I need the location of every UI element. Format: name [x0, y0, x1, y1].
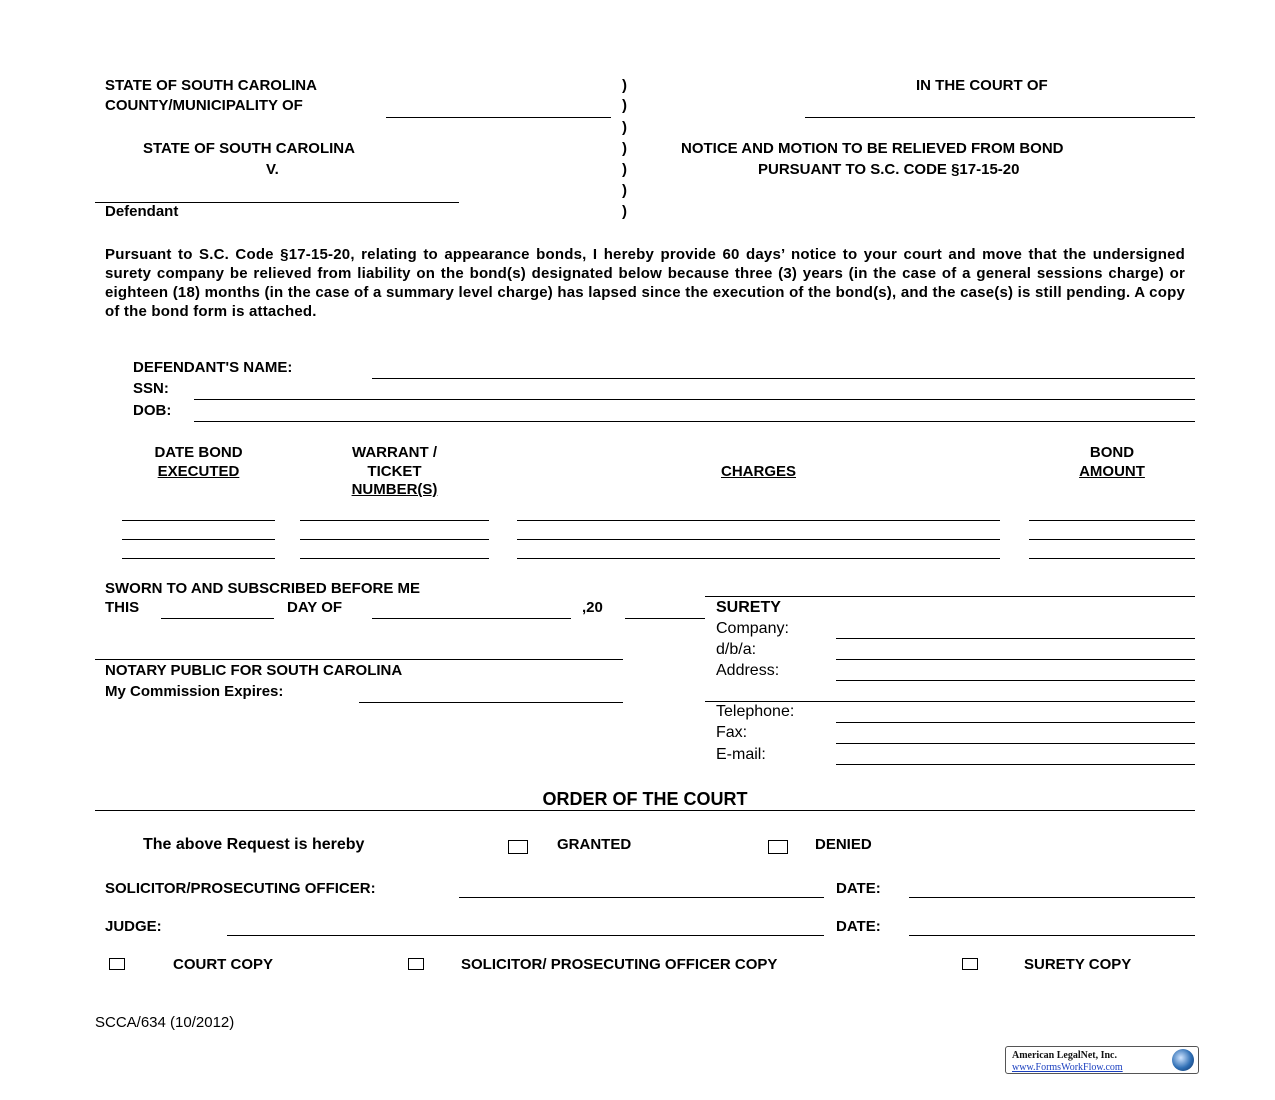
charges-field[interactable] [517, 502, 1000, 521]
notary-label: NOTARY PUBLIC FOR SOUTH CAROLINA [105, 662, 403, 679]
company-label: Company: [716, 620, 789, 637]
charges-field[interactable] [517, 521, 1000, 540]
dba-label: d/b/a: [716, 641, 757, 658]
denied-label: DENIED [815, 836, 872, 853]
ssn-label: SSN: [133, 380, 169, 397]
court-copy-checkbox[interactable] [109, 958, 125, 970]
dob-label: DOB: [133, 402, 172, 419]
denied-checkbox[interactable] [768, 840, 788, 854]
telephone-field[interactable] [836, 704, 1195, 723]
solicitor-signature-field[interactable] [459, 879, 824, 898]
telephone-label: Telephone: [716, 703, 795, 720]
solicitor-copy-label: SOLICITOR/ PROSECUTING OFFICER COPY [461, 956, 778, 973]
dob-field[interactable] [194, 403, 1195, 422]
surety-copy-label: SURETY COPY [1024, 956, 1132, 973]
col-amount-header-1: BOND [1089, 444, 1135, 461]
notice-paragraph: Pursuant to S.C. Code §17-15-20, relating to appearance bonds, I hereby provide 60 days’ notice to your court and move that the undersigned surety company be relieved from liability on the bond(s) designated below because three (3) years (in the case of a general sessions charge) or eighteen (18) months (in the case of a summary level charge) has lapsed since the execution of the bond(s), and the case(s) is still pending. A copy of the bond form is attached. [105, 246, 1185, 320]
year-field[interactable] [625, 600, 705, 619]
case-state: STATE OF SOUTH CAROLINA [143, 140, 355, 157]
surety-signature-field[interactable] [705, 578, 1195, 597]
defendant-name-label: DEFENDANT'S NAME: [133, 359, 293, 376]
month-field[interactable] [372, 600, 571, 619]
address-field[interactable] [836, 662, 1195, 681]
notary-signature-field[interactable] [95, 641, 623, 660]
fax-label: Fax: [716, 724, 748, 741]
judge-label: JUDGE: [105, 918, 162, 935]
fax-field[interactable] [836, 725, 1195, 744]
defendant-label: Defendant [105, 203, 179, 220]
email-field[interactable] [836, 746, 1195, 765]
address-field-2[interactable] [705, 683, 1195, 702]
solicitor-label: SOLICITOR/PROSECUTING OFFICER: [105, 880, 376, 897]
surety-heading: SURETY [716, 599, 781, 616]
caption-paren: ) [622, 140, 627, 157]
judge-date-field[interactable] [909, 917, 1195, 936]
versus: V. [266, 161, 279, 178]
court-field[interactable] [805, 99, 1195, 118]
county-label: COUNTY/MUNICIPALITY OF [105, 97, 303, 114]
court-label: IN THE COURT OF [916, 77, 1048, 94]
bond-amount-field[interactable] [1029, 502, 1195, 521]
warrant-number-field[interactable] [300, 502, 489, 521]
bond-amount-field[interactable] [1029, 521, 1195, 540]
form-id: SCCA/634 (10/2012) [95, 1014, 235, 1031]
commission-field[interactable] [359, 684, 623, 703]
bond-amount-field[interactable] [1029, 540, 1195, 559]
order-heading: ORDER OF THE COURT [542, 789, 748, 809]
granted-checkbox[interactable] [508, 840, 528, 854]
bond-date-field[interactable] [122, 540, 275, 559]
county-field[interactable] [386, 99, 611, 118]
court-copy-label: COURT COPY [173, 956, 274, 973]
bond-date-field[interactable] [122, 502, 275, 521]
day-of-label: DAY OF [287, 599, 343, 616]
col-charges-header: CHARGES [720, 463, 796, 480]
granted-label: GRANTED [557, 836, 632, 853]
state-header: STATE OF SOUTH CAROLINA [105, 77, 317, 94]
day-field[interactable] [161, 600, 274, 619]
defendant-field[interactable] [95, 184, 459, 203]
col-warrant-header-3: NUMBER(S) [351, 481, 438, 498]
defendant-name-field[interactable] [372, 360, 1195, 379]
bond-date-field[interactable] [122, 521, 275, 540]
sworn-text: SWORN TO AND SUBSCRIBED BEFORE ME [105, 580, 421, 597]
judge-date-label: DATE: [836, 918, 881, 935]
col-amount-header-2: AMOUNT [1079, 463, 1145, 480]
caption-paren: ) [622, 119, 627, 136]
this-label: THIS [105, 599, 140, 616]
title-line-1: NOTICE AND MOTION TO BE RELIEVED FROM BOND [681, 140, 1064, 157]
dba-field[interactable] [836, 641, 1195, 660]
caption-paren: ) [622, 203, 627, 220]
email-label: E-mail: [716, 746, 766, 763]
ssn-field[interactable] [194, 381, 1195, 400]
logo-name: American LegalNet, Inc. [1012, 1050, 1117, 1061]
order-divider [95, 810, 1195, 811]
caption-paren: ) [622, 161, 627, 178]
company-field[interactable] [836, 620, 1195, 639]
commission-label: My Commission Expires: [105, 683, 284, 700]
col-warrant-header-1: WARRANT / [352, 444, 437, 461]
solicitor-date-label: DATE: [836, 880, 881, 897]
col-date-header-2: EXECUTED [157, 463, 240, 480]
request-text: The above Request is hereby [143, 836, 365, 853]
surety-copy-checkbox[interactable] [962, 958, 978, 970]
col-warrant-header-2: TICKET [367, 463, 422, 480]
charges-field[interactable] [517, 540, 1000, 559]
globe-icon [1172, 1049, 1194, 1071]
caption-paren: ) [622, 97, 627, 114]
logo-site-link[interactable]: www.FormsWorkFlow.com [1012, 1062, 1123, 1073]
warrant-number-field[interactable] [300, 540, 489, 559]
solicitor-date-field[interactable] [909, 879, 1195, 898]
address-label: Address: [716, 662, 780, 679]
year-prefix: ,20 [582, 599, 603, 616]
solicitor-copy-checkbox[interactable] [408, 958, 424, 970]
warrant-number-field[interactable] [300, 521, 489, 540]
legalnet-logo[interactable] [1005, 1046, 1199, 1074]
caption-paren: ) [622, 182, 627, 199]
title-line-2: PURSUANT TO S.C. CODE §17-15-20 [758, 161, 1020, 178]
col-date-header-1: DATE BOND [154, 444, 243, 461]
judge-signature-field[interactable] [227, 917, 824, 936]
caption-paren: ) [622, 77, 627, 94]
